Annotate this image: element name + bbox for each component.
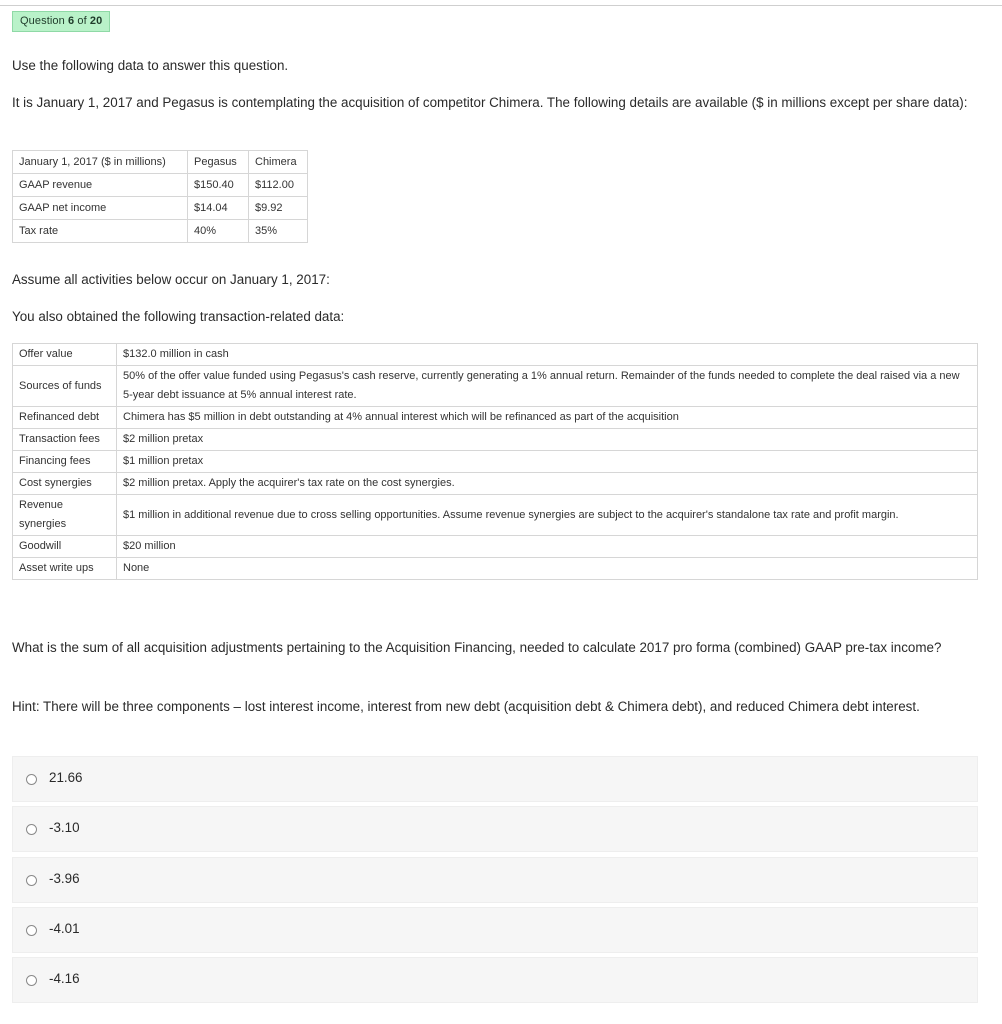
table-cell: GAAP revenue bbox=[13, 174, 188, 197]
table-cell-value: $20 million bbox=[117, 536, 978, 558]
table-row bbox=[13, 407, 978, 429]
answer-option-3[interactable] bbox=[12, 857, 978, 903]
answer-option-label: -3.96 bbox=[49, 871, 80, 886]
radio-button[interactable] bbox=[26, 975, 37, 986]
radio-button[interactable] bbox=[26, 774, 37, 785]
table-row bbox=[13, 429, 978, 451]
assume-text: Assume all activities below occur on January 1, 2017: bbox=[12, 272, 330, 287]
table-cell-key: Cost synergies bbox=[13, 473, 117, 495]
table-row bbox=[13, 366, 978, 407]
table-row bbox=[13, 220, 308, 243]
table-row bbox=[13, 451, 978, 473]
table-cell: Tax rate bbox=[13, 220, 188, 243]
table-cell: $9.92 bbox=[249, 197, 308, 220]
answer-option-2[interactable] bbox=[12, 806, 978, 852]
answer-option-1[interactable] bbox=[12, 756, 978, 802]
answer-option-4[interactable] bbox=[12, 907, 978, 953]
table-cell: $14.04 bbox=[188, 197, 249, 220]
table-cell-key: Asset write ups bbox=[13, 558, 117, 580]
question-of: of bbox=[77, 15, 87, 27]
answer-option-label: -4.16 bbox=[49, 971, 80, 986]
answer-option-5[interactable] bbox=[12, 957, 978, 1003]
table-row bbox=[13, 174, 308, 197]
answer-option-label: -4.01 bbox=[49, 921, 80, 936]
radio-button[interactable] bbox=[26, 824, 37, 835]
table-cell-value: Chimera has $5 million in debt outstanding at 4% annual interest which will be refinanced as part of the acquisition bbox=[117, 407, 978, 429]
table-header-row bbox=[13, 151, 308, 174]
hint-text: Hint: There will be three components – lost interest income, interest from new debt (acquisition debt & Chimera debt), and reduced Chimera debt interest. bbox=[12, 699, 920, 714]
table-cell-key: Revenue synergies bbox=[13, 495, 117, 536]
radio-button[interactable] bbox=[26, 875, 37, 886]
table-row bbox=[13, 197, 308, 220]
table-cell-value: None bbox=[117, 558, 978, 580]
table-cell-value: 50% of the offer value funded using Pegasus's cash reserve, currently generating a 1% annual return. Remainder of the funds needed to complete the deal raised via a new 5-year debt issuance at 5% annual interest rate. bbox=[117, 366, 978, 407]
table-header-cell: January 1, 2017 ($ in millions) bbox=[13, 151, 188, 174]
table-cell-key: Offer value bbox=[13, 344, 117, 366]
table-cell-value: $132.0 million in cash bbox=[117, 344, 978, 366]
table-cell: GAAP net income bbox=[13, 197, 188, 220]
table-cell-key: Sources of funds bbox=[13, 366, 117, 407]
table-cell-value: $2 million pretax bbox=[117, 429, 978, 451]
table-cell: 35% bbox=[249, 220, 308, 243]
table-row bbox=[13, 495, 978, 536]
table-cell: 40% bbox=[188, 220, 249, 243]
table-row bbox=[13, 473, 978, 495]
intro-text: Use the following data to answer this question. bbox=[12, 58, 289, 73]
transaction-data-table bbox=[12, 343, 978, 580]
question-number: 6 bbox=[67, 15, 75, 27]
table-row bbox=[13, 558, 978, 580]
table-cell: $112.00 bbox=[249, 174, 308, 197]
table-cell-key: Goodwill bbox=[13, 536, 117, 558]
context-text: It is January 1, 2017 and Pegasus is contemplating the acquisition of competitor Chimera. The following details are available ($ in millions except per share data): bbox=[12, 95, 968, 110]
question-total: 20 bbox=[89, 15, 103, 27]
question-counter-badge bbox=[12, 11, 110, 32]
question-prompt: What is the sum of all acquisition adjustments pertaining to the Acquisition Financing, needed to calculate 2017 pro forma (combined) GAAP pre-tax income? bbox=[12, 640, 942, 655]
table-cell: $150.40 bbox=[188, 174, 249, 197]
table-cell-value: $1 million pretax bbox=[117, 451, 978, 473]
table-cell-key: Transaction fees bbox=[13, 429, 117, 451]
top-divider bbox=[0, 5, 1002, 6]
table-cell-value: $2 million pretax. Apply the acquirer's tax rate on the cost synergies. bbox=[117, 473, 978, 495]
table-cell-key: Financing fees bbox=[13, 451, 117, 473]
table-row bbox=[13, 536, 978, 558]
question-prefix: Question bbox=[20, 15, 65, 27]
table-row bbox=[13, 344, 978, 366]
answer-option-label: 21.66 bbox=[49, 770, 83, 785]
table-header-cell: Pegasus bbox=[188, 151, 249, 174]
radio-button[interactable] bbox=[26, 925, 37, 936]
answer-option-label: -3.10 bbox=[49, 820, 80, 835]
transaction-intro-text: You also obtained the following transaction-related data: bbox=[12, 309, 345, 324]
table-header-cell: Chimera bbox=[249, 151, 308, 174]
table-cell-key: Refinanced debt bbox=[13, 407, 117, 429]
table-cell-value: $1 million in additional revenue due to cross selling opportunities. Assume revenue synergies are subject to the acquirer's standalone tax rate and profit margin. bbox=[117, 495, 978, 536]
company-data-table bbox=[12, 150, 308, 243]
